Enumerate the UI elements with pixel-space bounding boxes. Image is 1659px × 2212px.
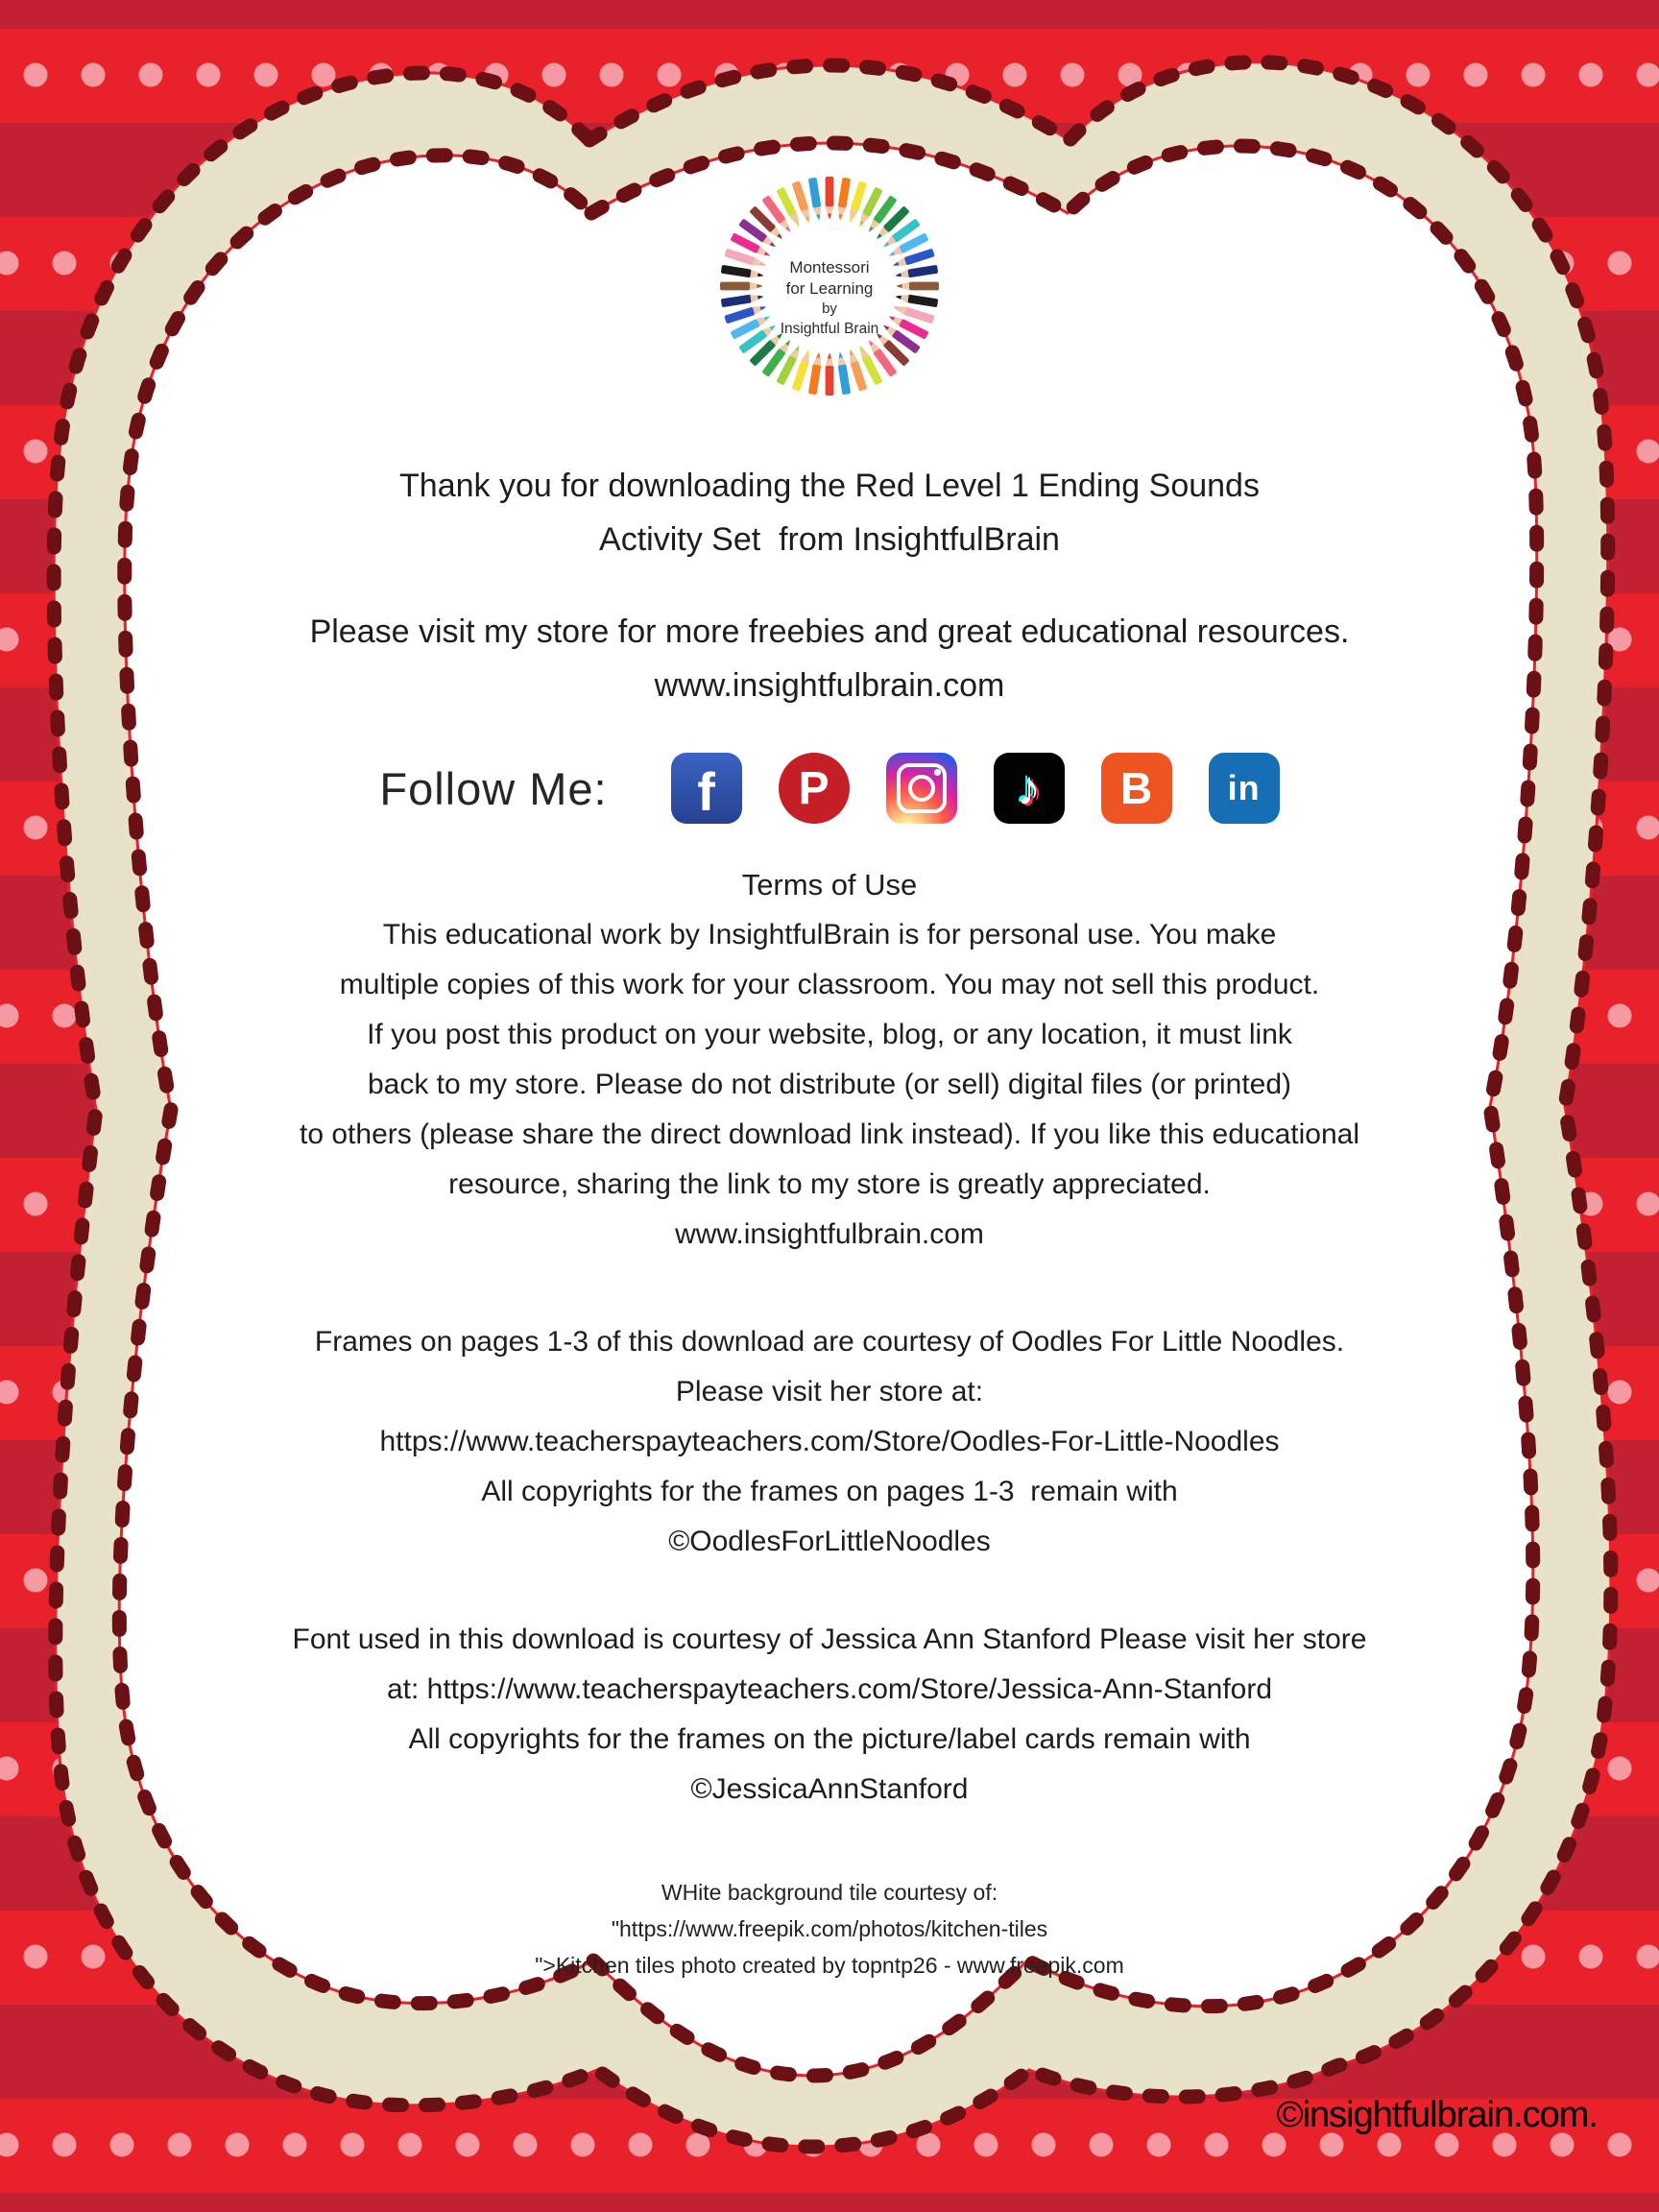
font-credit-section	[0, 1615, 1659, 1815]
camera-icon	[897, 763, 947, 813]
facebook-f-glyph: f	[697, 760, 715, 822]
pencil-ring-logo-icon	[714, 171, 945, 401]
follow-me-label: Follow Me:	[379, 762, 608, 814]
terms-of-use-title: Terms of Use	[741, 868, 918, 902]
freepik-url-link[interactable]: "https://www.freepik.com/photos/kitchen-tiles	[611, 1916, 1048, 1941]
terms-line: back to my store. Please do not distribute (or sell) digital files (or printed)	[367, 1069, 1292, 1100]
brand-logo	[714, 171, 945, 401]
blogger-icon[interactable]	[1101, 753, 1172, 824]
linkedin-in-glyph: in	[1227, 768, 1261, 807]
store-invite-text	[0, 605, 1659, 712]
logo-line: for Learning	[785, 279, 874, 298]
terms-line: to others (please share the direct download link instead). If you like this educational	[300, 1118, 1359, 1150]
thank-you-line-2: Activity Set from InsightfulBrain	[599, 521, 1060, 558]
font-copyright-line: ©JessicaAnnStanford	[690, 1773, 969, 1805]
terms-line: resource, sharing the link to my store is greatly appreciated.	[448, 1168, 1211, 1200]
logo-line: by	[822, 301, 837, 317]
font-credit-line: All copyrights for the frames on the picture/label cards remain with	[408, 1723, 1251, 1755]
tiktok-icon[interactable]	[994, 753, 1065, 824]
frames-copyright-line: ©OodlesForLittleNoodles	[668, 1526, 991, 1557]
thank-you-text	[0, 459, 1659, 566]
font-credit-line: Font used in this download is courtesy of Jessica Ann Stanford Please visit her store	[292, 1623, 1367, 1655]
oodles-store-url-link[interactable]: https://www.teacherspayteachers.com/Store/Oodles-For-Little-Noodles	[379, 1426, 1280, 1457]
store-url-link[interactable]: www.insightfulbrain.com	[675, 1218, 984, 1250]
bg-credit-line: ">Kitchen tiles photo created by topntp26 - www.freepik.com	[535, 1953, 1124, 1978]
frames-credit-line: All copyrights for the frames on pages 1-3 remain with	[481, 1476, 1178, 1507]
pinterest-p-glyph: P	[798, 762, 830, 814]
store-url-link[interactable]: www.insightfulbrain.com	[654, 667, 1005, 704]
store-invite-line: Please visit my store for more freebies and great educational resources.	[309, 613, 1350, 650]
terms-line: multiple copies of this work for your classroom. You may not sell this product.	[339, 969, 1320, 1000]
terms-of-use-section	[0, 860, 1659, 1260]
frames-credit-line: Frames on pages 1-3 of this download are courtesy of Oodles For Little Noodles.	[314, 1326, 1345, 1358]
tiktok-note-glyph: ♪	[1017, 761, 1042, 815]
logo-line: Montessori	[789, 258, 870, 276]
terms-line: This educational work by InsightfulBrain is for personal use. You make	[382, 919, 1277, 950]
instagram-icon[interactable]	[886, 753, 957, 824]
frames-credit-section	[0, 1317, 1659, 1567]
follow-me-row	[0, 753, 1659, 824]
frames-credit-line: Please visit her store at:	[675, 1376, 984, 1407]
linkedin-icon[interactable]	[1209, 753, 1280, 824]
facebook-icon[interactable]	[671, 753, 742, 824]
blogger-b-glyph: B	[1119, 763, 1153, 813]
stanford-store-url-link[interactable]: at: https://www.teacherspayteachers.com/Store/Jessica-Ann-Stanford	[386, 1673, 1273, 1705]
background-tile-credit-section	[0, 1874, 1659, 1984]
bg-credit-line: WHite background tile courtesy of:	[661, 1880, 998, 1905]
logo-line: Insightful Brain	[780, 321, 879, 337]
page-copyright: ©insightfulbrain.com.	[1276, 2095, 1598, 2135]
terms-line: If you post this product on your website, blog, or any location, it must link	[367, 1019, 1292, 1050]
thank-you-line-1: Thank you for downloading the Red Level 1 Ending Sounds	[399, 468, 1260, 504]
pinterest-icon[interactable]	[779, 753, 850, 824]
